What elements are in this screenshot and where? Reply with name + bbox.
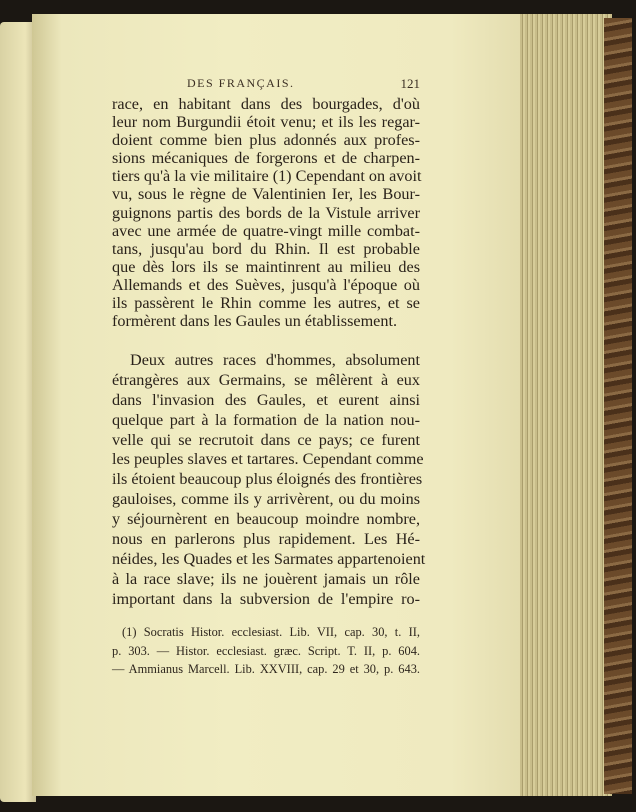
book-cover-edge [604,18,632,794]
running-head [112,76,420,96]
text-line: leur nom Burgundii étoit venu; et ils les regar- [112,113,420,132]
text-line: race, en habitant dans des bourgades, d'où [112,95,420,113]
paragraph-1 [112,95,420,330]
text-line: velle qui se recrutoit dans ce pays; ce furent [112,430,420,449]
text-line: Allemands et des Suèves, jusqu'à l'époque où [112,275,420,294]
text-line: gauloises, comme ils y arrivèrent, ou du moins [112,490,420,509]
text-line: dans l'invasion des Gaules, et eurent ainsi [112,390,420,409]
text-line: étrangères aux Germains, se mêlèrent à eux [112,370,420,389]
text-line: que dès lors ils se maintinrent au milieu des [112,257,420,276]
text-line: tans, jusqu'au bord du Rhin. Il est probable [112,239,420,258]
text-line: Deux autres races d'hommes, absolument [130,351,420,369]
text-line: ils passèrent le Rhin comme les autres, et se [112,294,420,313]
text-line: tiers qu'à la vie militaire (1) Cependant on avoit [112,167,422,186]
text-line: nous en parlerons plus rapidement. Les Hé- [112,530,420,549]
page-edges [520,14,612,796]
text-line: les peuples slaves et tartares. Cependant comme [112,450,424,469]
footnote-line: — Ammianus Marcell. Lib. XXVIII, cap. 29 et 30, p. 643. [112,662,420,676]
footnote-line: p. 303. — Histor. ecclesiast. græc. Script. T. II, p. 604. [112,643,420,658]
text-line: néides, les Quades et les Sarmates appartenoient [112,549,426,568]
facing-page-edge [0,22,36,802]
text-line: guignons partis des bords de la Vistule arriver [112,203,420,222]
text-line: y séjournèrent en beaucoup moindre nombre, [112,510,420,529]
footnote-line: (1) Socratis Histor. ecclesiast. Lib. VII, cap. 30, t. II, [122,625,420,639]
text-line: sions mécaniques de forgerons et de charpen- [112,149,420,168]
page-number: 121 [400,76,420,91]
paragraph-2 [112,351,426,610]
text-line: doient comme bien plus adonnés aux profes- [112,131,420,150]
text-line: avec une armée de quatre-vingt mille combat- [112,221,420,240]
text-line: ils étoient beaucoup plus éloignés des frontières [112,470,423,489]
text-line: formèrent dans les Gaules un établissement. [112,312,397,331]
text-line: important dans la subversion de l'empire ro- [112,589,420,608]
text-line: à la race slave; ils ne jouèrent jamais un rôle [112,569,420,588]
running-head-title: DES FRANÇAIS. [187,76,295,90]
text-line: vu, sous le règne de Valentinien Ier, les Bour- [112,185,420,204]
footnotes [112,623,420,679]
text-line: quelque part à la formation de la nation nou- [112,410,420,429]
